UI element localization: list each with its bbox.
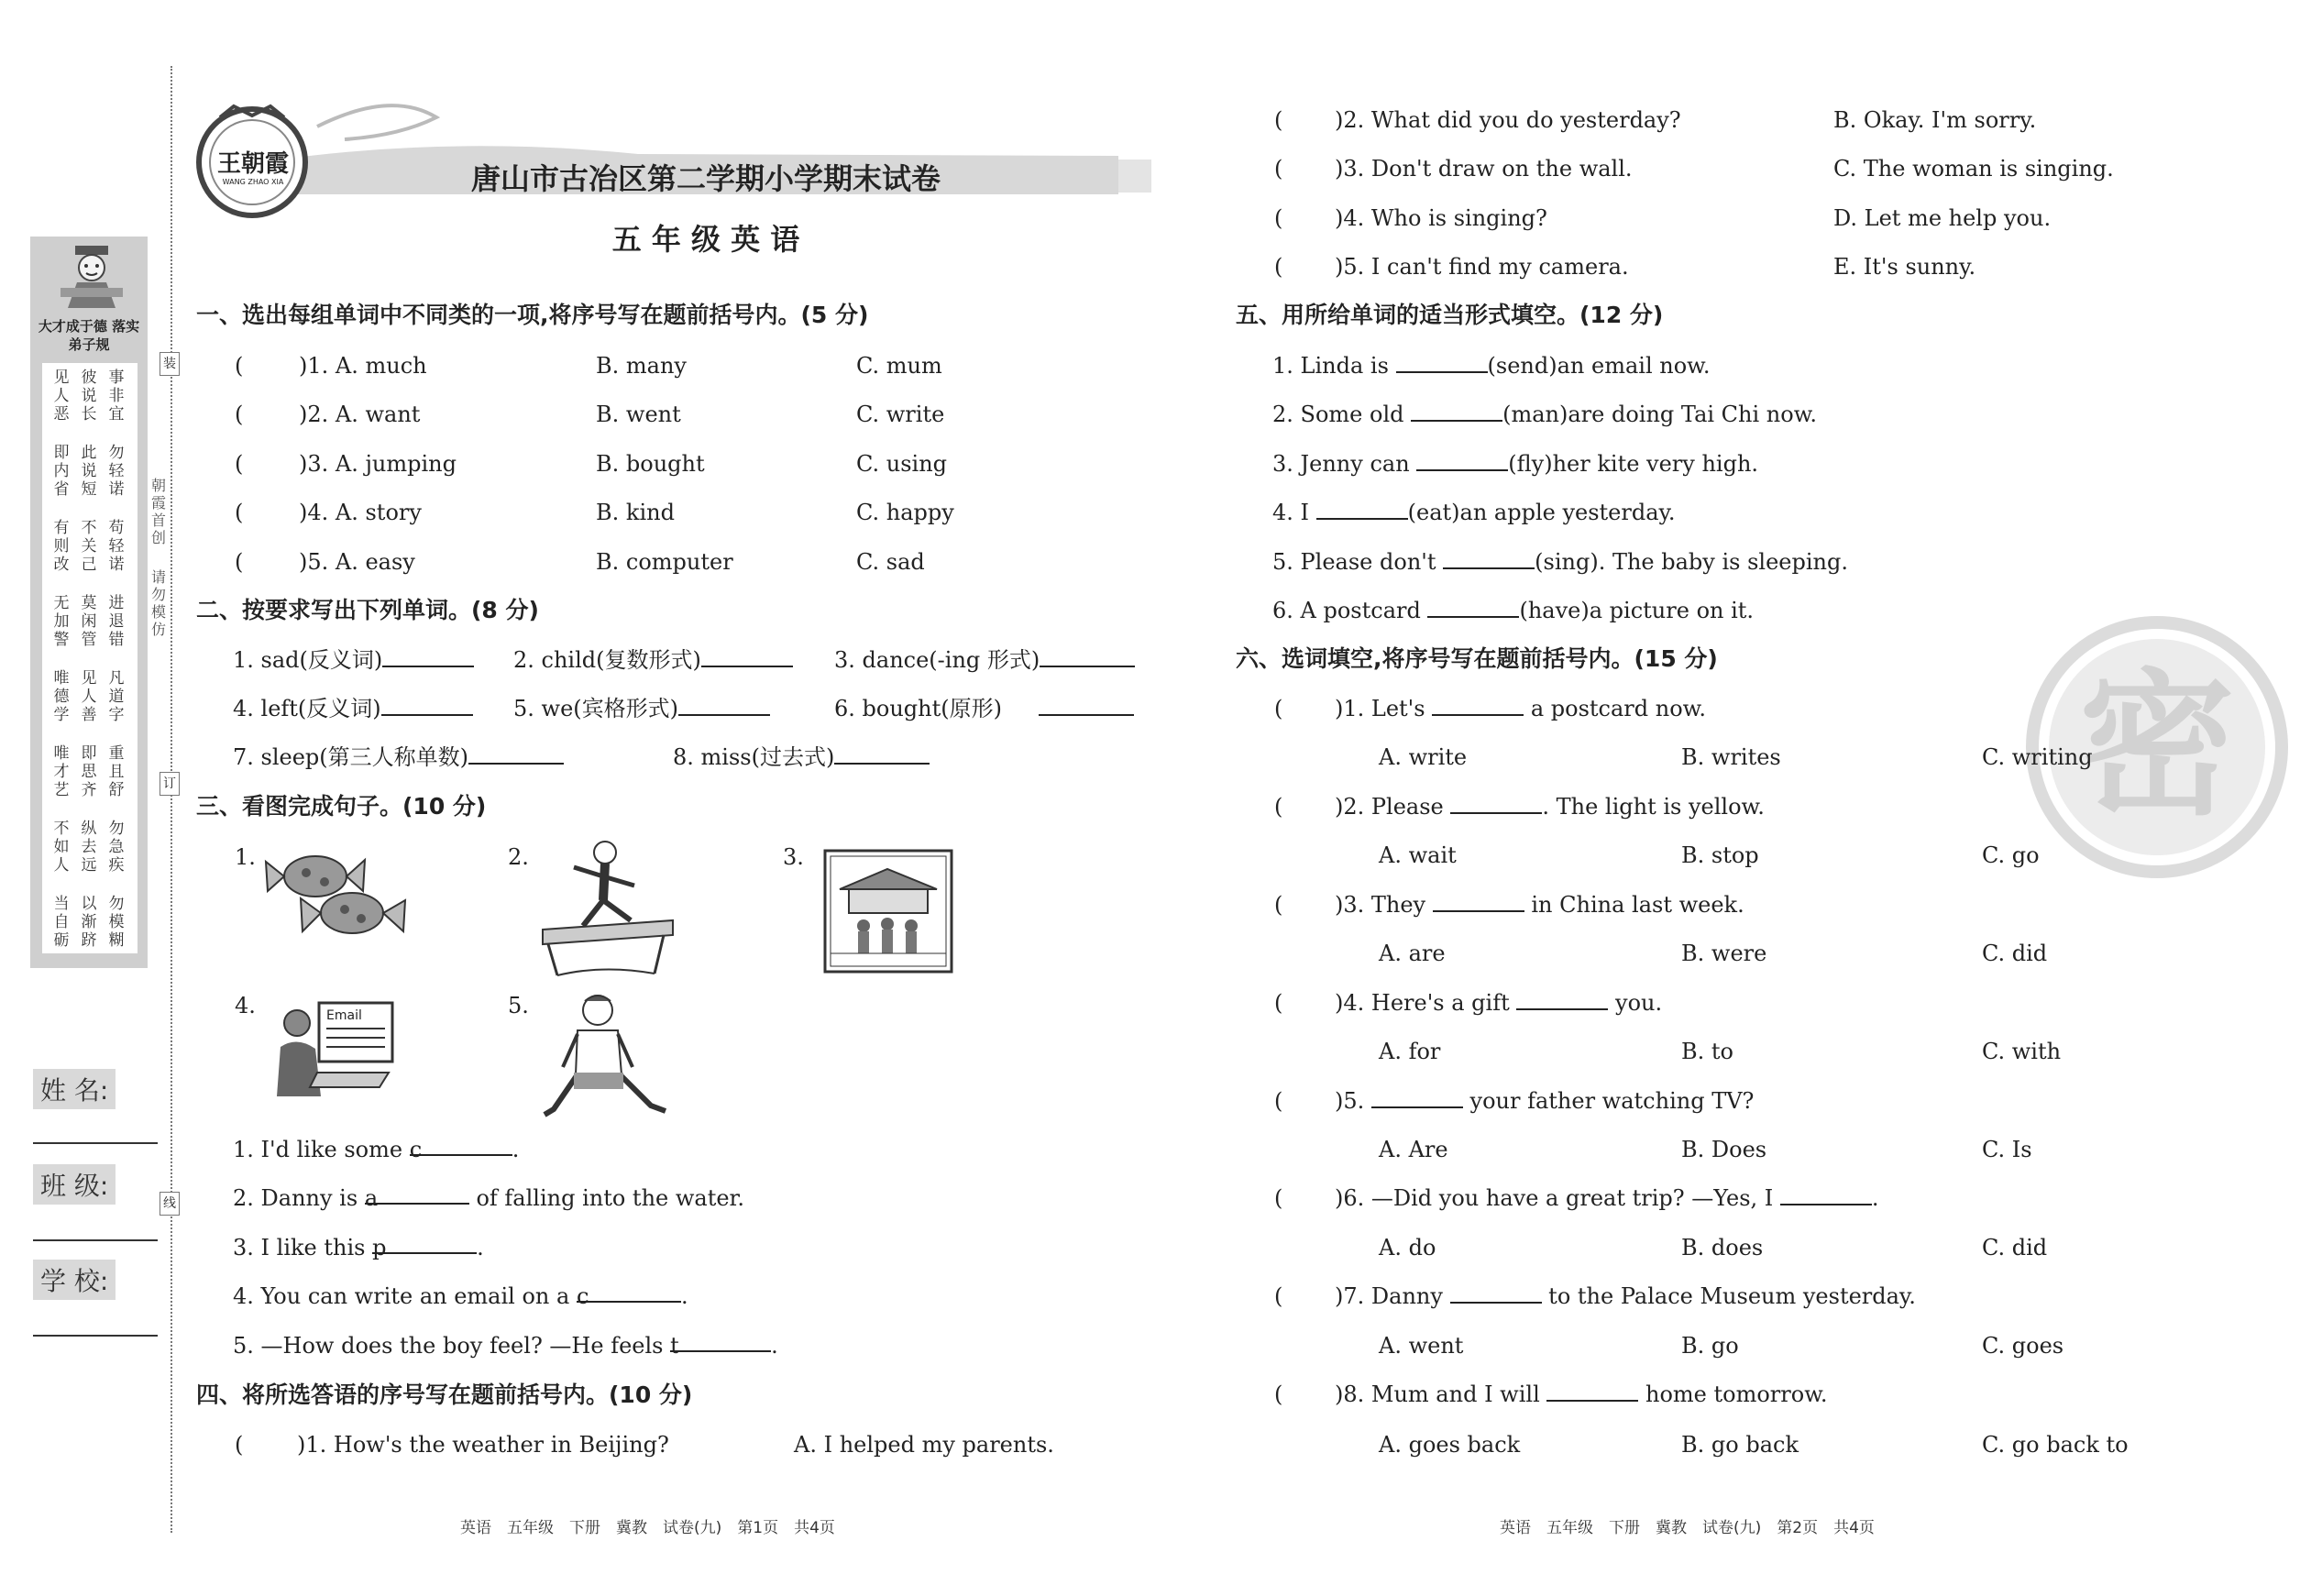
- s3-sentence-3: [233, 1234, 484, 1261]
- q-opt-b: B. computer: [596, 549, 733, 575]
- q-num-a: )5. A. easy: [299, 549, 415, 575]
- answer-blank[interactable]: [1039, 696, 1134, 716]
- s2-q2-text: 2. child(复数形式): [513, 647, 701, 673]
- s2-q4-text: 4. left(反义词): [233, 696, 381, 721]
- s3-post: .: [680, 1283, 688, 1309]
- name-label: 姓 名:: [33, 1069, 116, 1109]
- palace-picture: [823, 849, 953, 974]
- s6-post: to the Palace Museum yesterday.: [1541, 1283, 1916, 1309]
- s4-answer: A. I helped my parents.: [794, 1432, 1054, 1458]
- s6-opt-b: B. go: [1681, 1333, 1739, 1359]
- s6-opt-b: B. stop: [1681, 842, 1759, 868]
- s3-pre: 1. I'd like some: [233, 1137, 410, 1162]
- binding-line: [171, 66, 172, 1533]
- brand-name: 王朝霞: [216, 150, 289, 178]
- s6-pre: )4. Here's a gift: [1335, 990, 1517, 1016]
- verse: 见 人 恶: [53, 369, 70, 424]
- s3-letter: p: [372, 1235, 387, 1260]
- scholar-figure-icon: [55, 240, 128, 312]
- s5-pre: 6. A postcard: [1272, 598, 1428, 623]
- vertical-note-original: 朝 霞 首 创: [150, 477, 166, 546]
- s6-post: you.: [1608, 990, 1663, 1016]
- s4-answer: C. The woman is singing.: [1833, 156, 2114, 182]
- s6-pre: )6. —Did you have a great trip? —Yes, I: [1335, 1185, 1780, 1211]
- q-opt-c: C. write: [856, 402, 945, 427]
- verse: 不 如 人: [53, 820, 70, 875]
- answer-blank[interactable]: [701, 647, 793, 667]
- verse: 即 思 齐: [81, 744, 97, 799]
- s6-opt-c: C. go: [1982, 842, 2040, 868]
- section-2-heading: 二、按要求写出下列单词。(8 分): [196, 597, 539, 623]
- s4-question: )5. I can't find my camera.: [1335, 254, 1629, 280]
- s6-opt-a: A. do: [1379, 1235, 1436, 1260]
- s6-opt-c: C. did: [1982, 1235, 2048, 1260]
- verse: 不 关 己: [81, 519, 97, 574]
- s4-question: )3. Don't draw on the wall.: [1335, 156, 1633, 182]
- answer-blank[interactable]: [1416, 451, 1508, 471]
- pic-number: 3.: [783, 844, 804, 870]
- s6-post: your father watching TV?: [1462, 1088, 1755, 1114]
- s3-pre: 2. Danny is: [233, 1185, 365, 1211]
- s6-question: [1335, 1087, 1754, 1115]
- s3-letter: c: [576, 1283, 589, 1309]
- paren: (: [1274, 1185, 1283, 1211]
- balance-beam-picture: [539, 836, 677, 979]
- s6-opt-c: C. Is: [1982, 1137, 2032, 1162]
- answer-blank[interactable]: [1040, 647, 1135, 667]
- verse: 凡 道 字: [108, 669, 125, 724]
- s6-question: [1335, 989, 1662, 1017]
- q-opt-b: B. many: [596, 353, 687, 379]
- s6-pre: )1. Let's: [1335, 696, 1433, 721]
- verse: 重 且 舒: [108, 744, 125, 799]
- s6-opt-a: A. wait: [1379, 842, 1457, 868]
- q-opt-b: B. went: [596, 402, 681, 427]
- watermark-char: 密: [2078, 655, 2236, 837]
- s3-pre: 5. —How does the boy feel? —He feels: [233, 1333, 671, 1359]
- answer-blank[interactable]: [1371, 1088, 1463, 1108]
- s6-post: a postcard now.: [1524, 696, 1707, 721]
- s4-question: )4. Who is singing?: [1335, 205, 1547, 231]
- s4-question: )2. What did you do yesterday?: [1335, 107, 1681, 133]
- s6-opt-b: B. does: [1681, 1235, 1764, 1260]
- s5-post: (man)are doing Tai Chi now.: [1502, 402, 1818, 427]
- verse: 以 渐 跻: [81, 895, 97, 950]
- paren: (: [1274, 1381, 1283, 1407]
- paren: (: [1274, 205, 1283, 231]
- verse: 勿 急 疾: [108, 820, 125, 875]
- s6-opt-a: A. for: [1379, 1039, 1441, 1064]
- answer-blank[interactable]: [1396, 353, 1488, 373]
- paren: (: [235, 451, 244, 477]
- s6-opt-c: C. with: [1982, 1039, 2062, 1064]
- q-num-a: )1. A. much: [299, 353, 427, 379]
- s6-opt-c: C. did: [1982, 941, 2048, 966]
- s2-q7: [233, 743, 564, 771]
- s5-item: [1272, 352, 1710, 380]
- verse: 唯 才 艺: [53, 744, 70, 799]
- answer-blank[interactable]: [1433, 892, 1524, 912]
- paren: (: [1274, 696, 1283, 721]
- paren: (: [235, 402, 244, 427]
- verse: 进 退 错: [108, 594, 125, 649]
- verse: 此 说 短: [81, 444, 97, 499]
- s2-q1: [233, 646, 474, 674]
- page-title: 唐山市古冶区第二学期小学期末试卷: [470, 161, 941, 196]
- paren: (: [1274, 892, 1283, 918]
- s6-question: [1335, 695, 1706, 722]
- s4-answer: E. It's sunny.: [1833, 254, 1976, 280]
- answer-blank[interactable]: [364, 1184, 469, 1211]
- verse: 彼 说 长: [81, 369, 97, 424]
- answer-blank[interactable]: [576, 1282, 681, 1309]
- tired-boy-picture: [541, 990, 678, 1124]
- pic-number: 5.: [508, 993, 529, 1018]
- s3-sentence-2: [233, 1184, 744, 1212]
- binding-seal-1: 装: [160, 352, 180, 376]
- candy-picture: [260, 840, 413, 950]
- email-label: Email: [326, 1008, 362, 1023]
- q-opt-b: B. kind: [596, 500, 675, 525]
- answer-blank[interactable]: [1780, 1185, 1872, 1205]
- s5-post: (have)a picture on it.: [1519, 598, 1755, 623]
- answer-blank[interactable]: [670, 1332, 771, 1359]
- s6-opt-b: B. to: [1681, 1039, 1733, 1064]
- pic-number: 4.: [235, 993, 256, 1018]
- name-field[interactable]: [33, 1142, 158, 1144]
- answer-blank[interactable]: [381, 696, 473, 716]
- s6-pre: )5.: [1335, 1088, 1371, 1114]
- s5-item: [1272, 499, 1676, 526]
- s2-q5: [513, 695, 770, 722]
- answer-blank[interactable]: [1411, 402, 1502, 422]
- paren: (: [1274, 107, 1283, 133]
- s3-post: .: [512, 1137, 520, 1162]
- s6-opt-a: A. write: [1379, 744, 1468, 770]
- school-label: 学 校:: [33, 1260, 116, 1300]
- s6-opt-c: C. writing: [1982, 744, 2093, 770]
- s6-opt-a: A. are: [1379, 941, 1446, 966]
- s5-pre: 3. Jenny can: [1272, 451, 1417, 477]
- s6-post: in China last week.: [1524, 892, 1744, 918]
- s6-question: [1335, 1381, 1828, 1408]
- s6-question: [1335, 1184, 1879, 1212]
- s4-question: )1. How's the weather in Beijing?: [297, 1432, 669, 1458]
- s6-pre: )2. Please: [1335, 794, 1451, 820]
- s3-post: .: [477, 1235, 484, 1260]
- s6-opt-a: A. goes back: [1379, 1432, 1521, 1458]
- paren: (: [235, 353, 244, 379]
- s5-item: [1272, 450, 1758, 478]
- answer-blank[interactable]: [1443, 549, 1535, 569]
- page-subtitle: 五 年 级 英 语: [611, 222, 800, 257]
- verse: 即 内 省: [53, 444, 70, 499]
- school-field[interactable]: [33, 1335, 158, 1337]
- q-num-a: )3. A. jumping: [299, 451, 457, 477]
- section-1-heading: 一、选出每组单词中不同类的一项,将序号写在题前括号内。(5 分): [196, 302, 869, 328]
- s5-post: (sing). The baby is sleeping.: [1535, 549, 1848, 575]
- q-opt-c: C. sad: [856, 549, 925, 575]
- s6-question: [1335, 1282, 1916, 1310]
- pic-number: 1.: [235, 844, 256, 870]
- section-6-heading: 六、选词填空,将序号写在题前括号内。(15 分): [1236, 645, 1718, 672]
- s5-pre: 2. Some old: [1272, 402, 1412, 427]
- answer-blank[interactable]: [382, 647, 474, 667]
- answer-blank[interactable]: [1432, 696, 1524, 716]
- verse: 有 则 改: [53, 519, 70, 574]
- s2-q4: [233, 695, 473, 722]
- s3-sentence-1: [233, 1136, 519, 1163]
- s6-opt-b: B. Does: [1681, 1137, 1767, 1162]
- answer-blank[interactable]: [1546, 1381, 1638, 1402]
- footer-right: 英语 五年级 下册 冀教 试卷(九) 第2页 共4页: [1500, 1519, 1875, 1537]
- paren: (: [1274, 794, 1283, 820]
- answer-blank[interactable]: [468, 744, 564, 765]
- s4-answer: B. Okay. I'm sorry.: [1833, 107, 2037, 133]
- s6-pre: )8. Mum and I will: [1335, 1381, 1547, 1407]
- s5-post: (send)an email now.: [1487, 353, 1711, 379]
- paren: (: [1274, 156, 1283, 182]
- s5-pre: 5. Please don't: [1272, 549, 1444, 575]
- sidebar-motto: 大才成于德 落实弟子规: [38, 318, 140, 353]
- s6-opt-c: C. go back to: [1982, 1432, 2129, 1458]
- s2-q8: [673, 743, 930, 771]
- answer-blank[interactable]: [1450, 794, 1542, 814]
- s6-question: [1335, 891, 1744, 919]
- s6-question: [1335, 793, 1765, 820]
- verse: 勿 模 糊: [108, 895, 125, 950]
- answer-blank[interactable]: [1316, 500, 1408, 520]
- s5-item: [1272, 597, 1754, 624]
- s3-sentence-4: [233, 1282, 688, 1310]
- paren: (: [1274, 254, 1283, 280]
- s3-post: .: [771, 1333, 778, 1359]
- s3-post: of falling into the water.: [468, 1185, 745, 1211]
- verse: 莫 闲 管: [81, 594, 97, 649]
- s2-q3: [834, 646, 1135, 674]
- section-5-heading: 五、用所给单词的适当形式填空。(12 分): [1236, 302, 1664, 328]
- s4-answer: D. Let me help you.: [1833, 205, 2052, 231]
- verse: 苟 轻 诺: [108, 519, 125, 574]
- s6-pre: )7. Danny: [1335, 1283, 1450, 1309]
- s2-q1-text: 1. sad(反义词): [233, 647, 383, 673]
- s3-sentence-5: [233, 1332, 778, 1359]
- verse: 勿 轻 诺: [108, 444, 125, 499]
- binding-seal-3: 线: [160, 1192, 180, 1216]
- class-label: 班 级:: [33, 1164, 116, 1205]
- s5-item: [1272, 548, 1848, 576]
- verse: 当 自 砺: [53, 895, 70, 950]
- s6-pre: )3. They: [1335, 892, 1433, 918]
- section-4-heading: 四、将所选答语的序号写在题前括号内。(10 分): [196, 1381, 693, 1408]
- brand-name-en: WANG ZHAO XIA: [222, 178, 284, 186]
- s3-pre: 4. You can write an email on a: [233, 1283, 577, 1309]
- paren: (: [1274, 990, 1283, 1016]
- s2-q3-text: 3. dance(-ing 形式): [834, 647, 1040, 673]
- answer-blank[interactable]: [1427, 598, 1519, 618]
- s6-opt-c: C. goes: [1982, 1333, 2064, 1359]
- class-field[interactable]: [33, 1239, 158, 1241]
- s2-q6: [834, 695, 1134, 722]
- s2-q8-text: 8. miss(过去式): [673, 744, 835, 770]
- s6-post: home tomorrow.: [1638, 1381, 1828, 1407]
- q-opt-c: C. happy: [856, 500, 954, 525]
- s3-letter: a: [364, 1185, 379, 1211]
- s3-pre: 3. I like this: [233, 1235, 373, 1260]
- paren: (: [235, 500, 244, 525]
- pic-number: 2.: [508, 844, 529, 870]
- s3-letter: c: [409, 1137, 423, 1162]
- s5-pre: 4. I: [1272, 500, 1316, 525]
- s6-post: .: [1871, 1185, 1879, 1211]
- s3-letter: t: [670, 1333, 679, 1359]
- answer-blank[interactable]: [409, 1136, 512, 1162]
- s5-pre: 1. Linda is: [1272, 353, 1396, 379]
- q-opt-c: C. mum: [856, 353, 942, 379]
- s6-opt-b: B. go back: [1681, 1432, 1799, 1458]
- verse: 无 加 警: [53, 594, 70, 649]
- s2-q2: [513, 646, 793, 674]
- s5-post: (fly)her kite very high.: [1508, 451, 1759, 477]
- answer-blank[interactable]: [372, 1234, 477, 1260]
- binding-seal-2: 订: [160, 772, 180, 796]
- footer-left: 英语 五年级 下册 冀教 试卷(九) 第1页 共4页: [460, 1519, 835, 1537]
- answer-blank[interactable]: [834, 744, 930, 765]
- paren: (: [1274, 1088, 1283, 1114]
- q-opt-b: B. bought: [596, 451, 705, 477]
- s5-item: [1272, 401, 1817, 428]
- answer-blank[interactable]: [678, 696, 770, 716]
- q-num-a: )2. A. want: [299, 402, 421, 427]
- s6-opt-b: B. were: [1681, 941, 1767, 966]
- s2-q6-text: 6. bought(原形): [834, 696, 1002, 721]
- paren: (: [235, 1432, 244, 1458]
- s6-opt-b: B. writes: [1681, 744, 1781, 770]
- s6-opt-a: A. Are: [1379, 1137, 1448, 1162]
- s6-post: . The light is yellow.: [1542, 794, 1765, 820]
- answer-blank[interactable]: [1450, 1283, 1542, 1304]
- paren: (: [235, 549, 244, 575]
- verse: 事 非 宜: [108, 369, 125, 424]
- section-3-heading: 三、看图完成句子。(10 分): [196, 793, 487, 820]
- verse: 见 人 善: [81, 669, 97, 724]
- vertical-note-no-copy: 请 勿 模 仿: [150, 568, 166, 638]
- s2-q7-text: 7. sleep(第三人称单数): [233, 744, 469, 770]
- verse: 唯 德 学: [53, 669, 70, 724]
- q-opt-c: C. using: [856, 451, 948, 477]
- s5-post: (eat)an apple yesterday.: [1407, 500, 1676, 525]
- answer-blank[interactable]: [1516, 990, 1608, 1010]
- s2-q5-text: 5. we(宾格形式): [513, 696, 678, 721]
- verse: 纵 去 远: [81, 820, 97, 875]
- q-num-a: )4. A. story: [299, 500, 422, 525]
- s6-opt-a: A. went: [1379, 1333, 1464, 1359]
- paren: (: [1274, 1283, 1283, 1309]
